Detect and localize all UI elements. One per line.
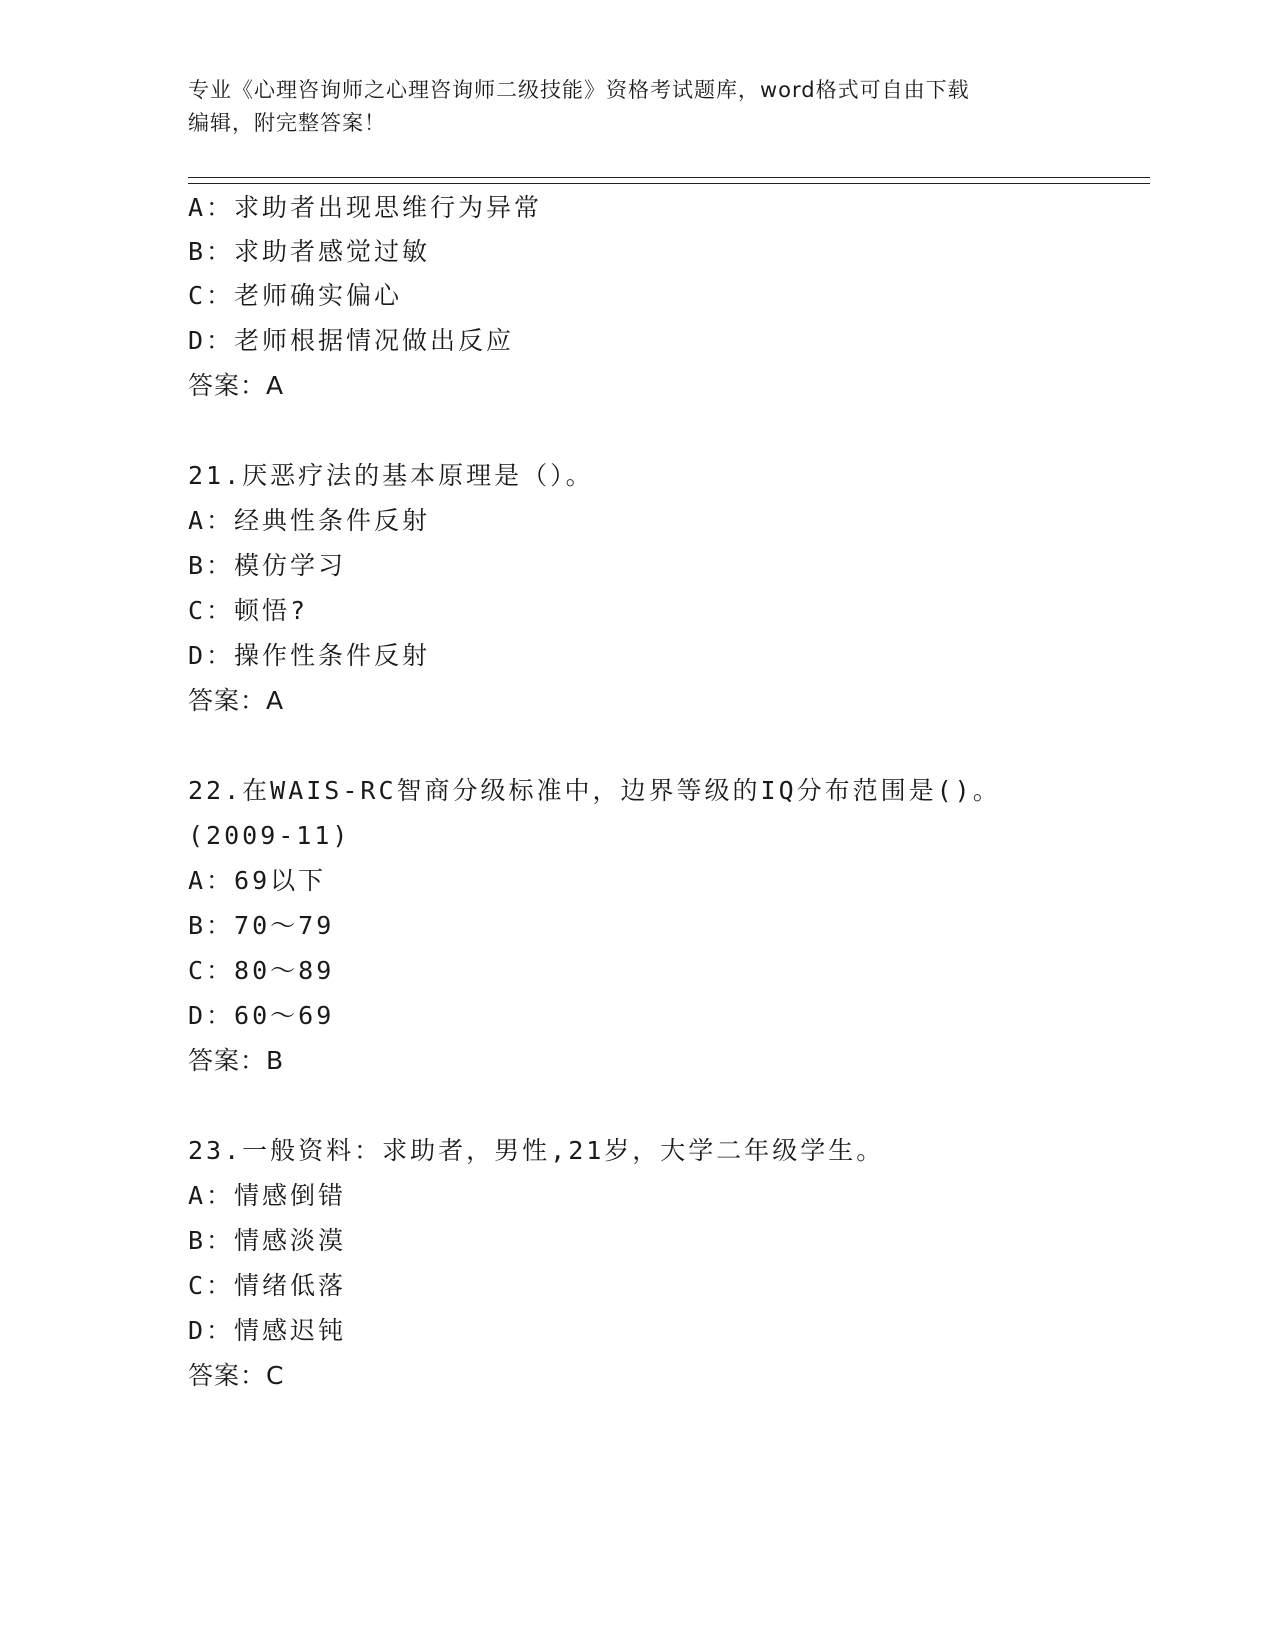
q22-answer: 答案：B: [188, 1046, 285, 1075]
q22-option-a: A：69以下: [188, 866, 327, 895]
q22-option-c: C：80～89: [188, 956, 335, 985]
q21-option-c: C：顿悟?: [188, 596, 309, 625]
q21-question: 21.厌恶疗法的基本原理是（）。: [188, 461, 594, 490]
q20-option-b: B：求助者感觉过敏: [188, 237, 431, 266]
q23-option-a: A：情感倒错: [188, 1181, 347, 1210]
q23-option-c: C：情绪低落: [188, 1271, 347, 1300]
q22-question-cont: (2009-11): [188, 821, 351, 850]
q21-option-d: D：操作性条件反射: [188, 641, 431, 670]
header-divider-top: [188, 177, 1150, 178]
q22-option-b: B：70～79: [188, 911, 335, 940]
q21-answer: 答案：A: [188, 686, 285, 715]
q20-option-d: D：老师根据情况做出反应: [188, 326, 515, 355]
header-divider-bottom: [188, 183, 1150, 184]
header-line-1: 专业《心理咨询师之心理咨询师二级技能》资格考试题库，word格式可自由下载: [188, 78, 970, 102]
q21-option-a: A：经典性条件反射: [188, 506, 431, 535]
q20-option-a: A：求助者出现思维行为异常: [188, 193, 543, 222]
q23-option-b: B：情感淡漠: [188, 1226, 347, 1255]
q20-answer: 答案：A: [188, 371, 285, 400]
q22-option-d: D：60～69: [188, 1001, 335, 1030]
document-header: [188, 74, 1088, 140]
q20-option-c: C：老师确实偏心: [188, 281, 403, 310]
header-line-2: 编辑，附完整答案！: [188, 111, 386, 135]
q21-option-b: B：模仿学习: [188, 551, 347, 580]
q23-question: 23.一般资料：求助者，男性,21岁，大学二年级学生。: [188, 1136, 885, 1165]
q23-answer: 答案：C: [188, 1361, 285, 1390]
q22-question: 22.在WAIS-RC智商分级标准中，边界等级的IQ分布范围是()。: [188, 776, 1001, 805]
q23-option-d: D：情感迟钝: [188, 1316, 347, 1345]
